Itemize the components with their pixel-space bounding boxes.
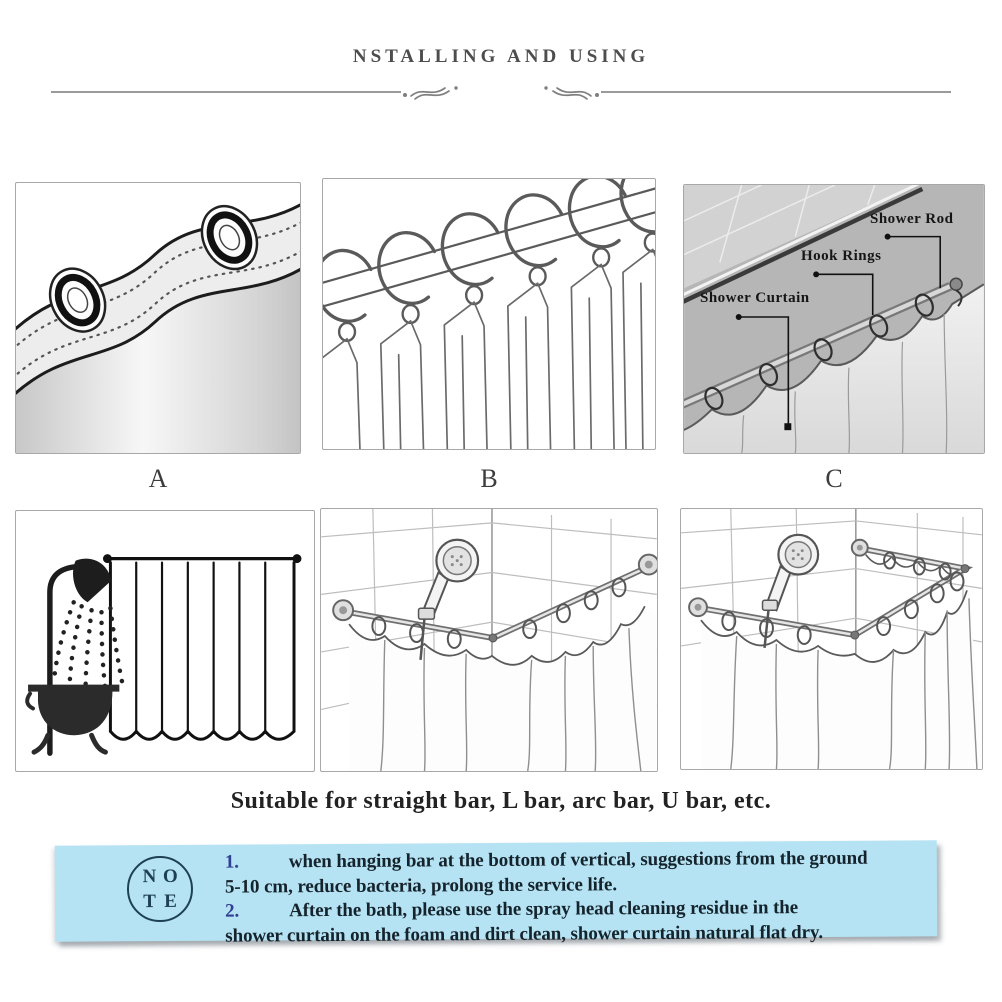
stamp-letter: T [143, 891, 156, 913]
stamp-letter: N [142, 866, 157, 888]
panel-b-hook-rings [322, 178, 656, 450]
flourish-icon [537, 82, 601, 102]
divider-line-left [51, 91, 401, 93]
note-line [225, 846, 929, 875]
shower-rod-illustration [689, 540, 969, 639]
note-line-text: After the bath, please use the spray head cleaning residue in the [289, 897, 799, 922]
curtain-icon [103, 554, 301, 739]
panel-a-grommet-closeup [15, 182, 301, 454]
curtain-grommet-illustration [16, 183, 300, 453]
section-label-c: C [825, 464, 843, 493]
panel-e-corner-bar-installation [320, 508, 658, 772]
water-spray-dots [54, 602, 123, 689]
page-title: NSTALLING AND USING [352, 46, 650, 67]
section-label-a: A [148, 464, 168, 493]
section-label-b: B [480, 464, 498, 493]
flourish-icon [401, 82, 465, 102]
stamp-letter: E [164, 890, 177, 913]
bathtub-shower-icon [16, 511, 314, 771]
stamp-letter: O [162, 865, 178, 888]
note-line-text: shower curtain on the foam and dirt clean, shower curtain natural flat dry. [225, 921, 824, 947]
panel-f-u-bar-installation [680, 508, 983, 770]
hook-rings-illustration [323, 179, 655, 449]
note-box [55, 840, 938, 947]
note-number: 1. [224, 851, 239, 873]
bathtub-icon [27, 685, 119, 752]
note-line [225, 920, 929, 949]
note-stamp [127, 856, 193, 922]
ornamental-divider [51, 82, 951, 102]
divider-line-right [601, 91, 951, 93]
u-bar-installation-illustration [681, 509, 982, 769]
shower-rod-illustration [333, 555, 657, 642]
panel-d-bathtub-pictogram [15, 510, 315, 772]
note-text-block [225, 846, 930, 948]
shower-curtain-label: Shower Curtain [700, 290, 810, 306]
note-line-text: 5-10 cm, reduce bacteria, prolong the service life. [224, 873, 618, 898]
hook-rings-label: Hook Rings [801, 248, 882, 264]
note-line-text: when hanging bar at the bottom of vertical, suggestions from the ground [288, 847, 868, 873]
l-bar-installation-illustration [321, 509, 657, 771]
shower-rod-label: Shower Rod [870, 211, 954, 227]
note-number: 2. [225, 900, 240, 922]
panel-c-labeled-diagram [683, 184, 985, 454]
suitable-text: Suitable for straight bar, L bar, arc bar, U bar, etc. [230, 788, 772, 814]
